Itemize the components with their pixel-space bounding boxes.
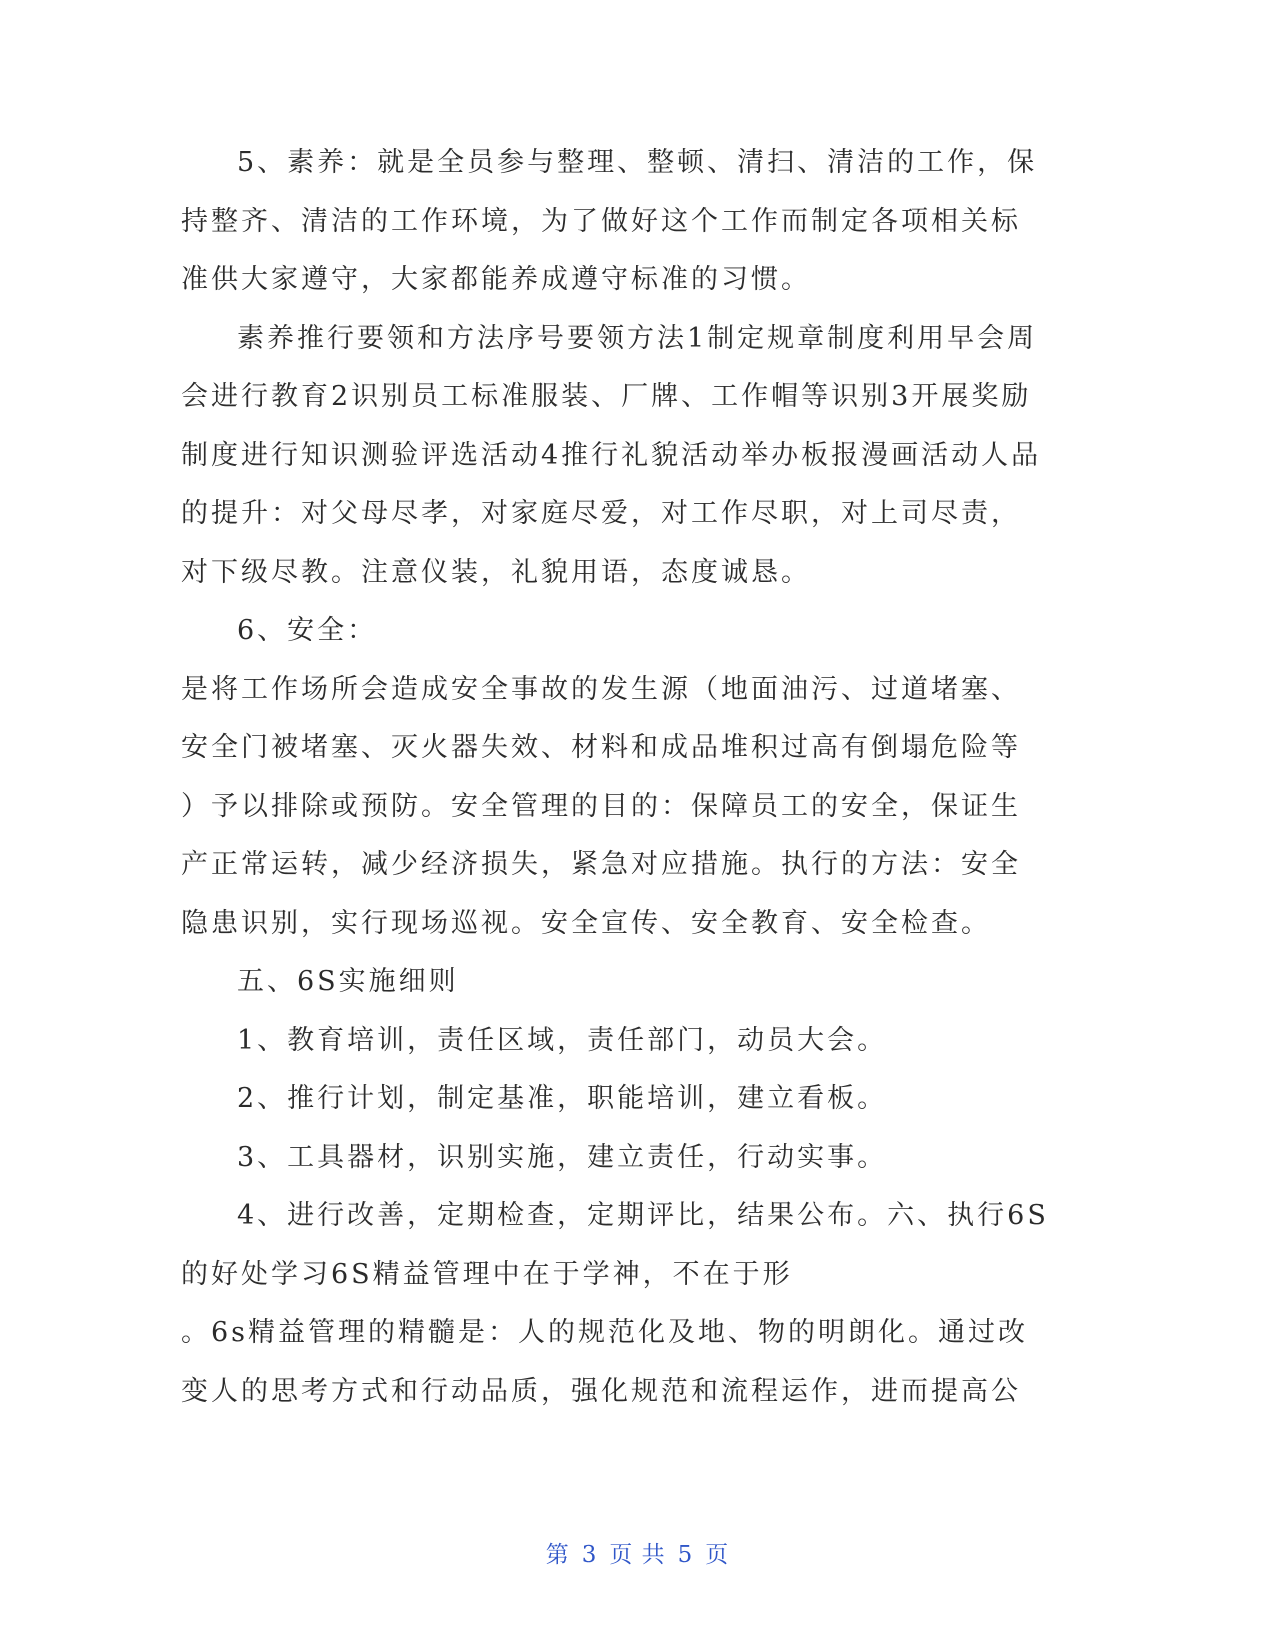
text-line: 产正常运转，减少经济损失，紧急对应措施。执行的方法：安全 [181,849,1021,880]
text-line: 准供大家遵守，大家都能养成遵守标准的习惯。 [181,264,811,295]
page-label-prefix: 第 [545,1542,570,1568]
text-line: 对下级尽教。注意仪装，礼貌用语，态度诚恳。 [181,556,811,588]
page-label-mid: 页 共 [609,1542,666,1568]
text-line: 的提升：对父母尽孝，对家庭尽爱，对工作尽职，对上司尽责， [181,498,1021,529]
page-label-suffix: 页 [705,1542,730,1568]
text-line: 3、工具器材，识别实施，建立责任，行动实事。 [237,1141,888,1173]
text-line: ）予以排除或预防。安全管理的目的：保障员工的安全，保证生 [181,790,1021,822]
paragraph-suyang [181,134,1038,310]
text-line: 安全门被堵塞、灭火器失效、材料和成品堆积过高有倒塌危险等 [181,732,1021,763]
list-item [181,1187,1049,1304]
paragraph-anquan-heading [181,602,1031,661]
list-item [181,1129,1031,1188]
text-line: 是将工作场所会造成安全事故的发生源（地面油污、过道堵塞、 [181,673,1021,705]
text-line: 。6s精益管理的精髓是：人的规范化及地、物的明朗化。通过改 [181,1317,1029,1348]
list-item [181,1012,1031,1071]
text-line: 素养推行要领和方法序号要领方法1制定规章制度利用早会周 [237,322,1038,354]
text-line: 的好处学习6S精益管理中在于学神，不在于形 [181,1258,793,1290]
total-pages-number: 5 [677,1542,694,1568]
text-line: 会进行教育2识别员工标准服装、厂牌、工作帽等识别3开展奖励 [181,381,1032,412]
paragraph-anquan-body [181,661,1031,954]
text-line: 持整齐、清洁的工作环境，为了做好这个工作而制定各项相关标 [181,205,1021,237]
list-item [181,1070,1031,1129]
section-heading-6s-rules [181,953,1031,1012]
text-line: 4、进行改善，定期检查，定期评比，结果公布。六、执行6S [237,1200,1049,1231]
text-line: 1、教育培训，责任区域，责任部门，动员大会。 [237,1024,888,1056]
text-line: 制度进行知识测验评选活动4推行礼貌活动举办板报漫画活动人品 [181,439,1042,471]
text-line: 2、推行计划，制定基准，职能培训，建立看板。 [237,1083,888,1114]
text-line: 5、素养：就是全员参与整理、整顿、清扫、清洁的工作，保 [237,147,1038,178]
page-footer [0,1536,1275,1569]
text-line: 6、安全： [237,615,378,646]
text-line: 变人的思考方式和行动品质，强化规范和流程运作，进而提高公 [181,1375,1021,1407]
document-body [181,134,1049,1421]
paragraph-suyang-methods [181,310,1042,603]
text-line: 隐患识别，实行现场巡视。安全宣传、安全教育、安全检查。 [181,907,991,939]
current-page-number: 3 [581,1542,598,1568]
paragraph-6s-essence [181,1304,1031,1421]
text-line: 五、6S实施细则 [237,966,459,997]
